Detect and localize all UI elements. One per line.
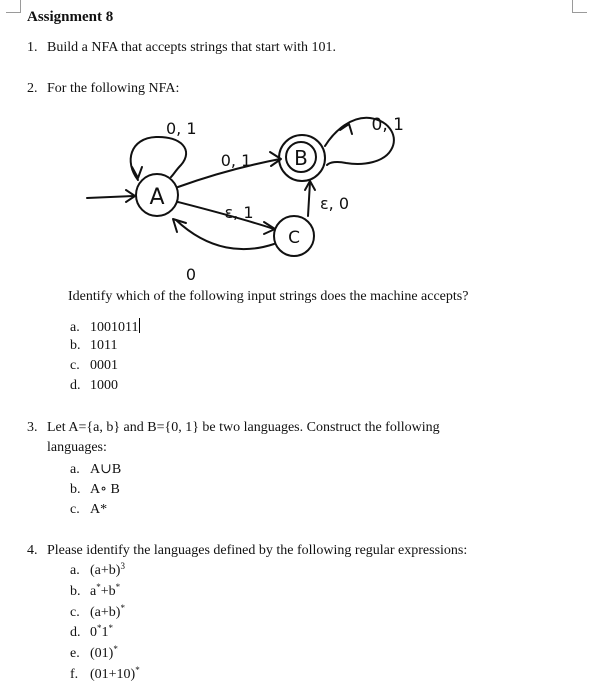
option-2d [70, 378, 118, 394]
option-2b [70, 338, 117, 354]
regex-part: +b [100, 584, 116, 599]
option-text: 1001011 [90, 320, 139, 335]
text-cursor [139, 318, 140, 333]
question-text: Build a NFA that accepts strings that start with 101. [47, 40, 337, 55]
option-letter: b. [70, 338, 81, 353]
regex-exponent: * [108, 623, 113, 633]
b-self-loop-head [340, 124, 352, 134]
page-corner-mark [6, 0, 21, 13]
option-text: A∪B [90, 462, 122, 477]
option-letter: c. [70, 605, 80, 620]
option-3b [70, 481, 120, 498]
option-text: A* [90, 502, 108, 517]
state-b-label: B [294, 146, 308, 170]
regex-part: 1 [101, 625, 109, 640]
option-letter: a. [70, 320, 80, 335]
question-4 [27, 543, 467, 559]
option-4f [70, 667, 140, 683]
option-text: 0001 [90, 358, 118, 373]
option-4b [70, 584, 120, 600]
question-number: 3. [27, 420, 38, 435]
regex-base: (01+10) [90, 667, 136, 682]
option-text: 1000 [90, 378, 118, 393]
regex-exponent: * [113, 644, 118, 654]
option-letter: b. [70, 584, 81, 599]
option-letter: e. [70, 646, 80, 661]
option-4d [70, 625, 113, 641]
option-4a [70, 563, 125, 579]
c-to-a-label: 0 [185, 265, 197, 283]
c-to-b-label: ε, 0 [320, 194, 349, 213]
question-number: 1. [27, 40, 38, 55]
question-text: Please identify the languages defined by the following regular expressions: [47, 543, 468, 558]
regex-part: a [90, 584, 97, 599]
regex-base: (a+b) [90, 605, 121, 620]
regex-exponent: * [120, 603, 125, 613]
option-letter: b. [70, 482, 81, 497]
regex-base: (01) [90, 646, 114, 661]
a-to-c-label: ε, 1 [224, 203, 254, 222]
c-to-b-edge [308, 182, 310, 216]
a-to-b-label: 0, 1 [220, 151, 252, 170]
option-letter: d. [70, 625, 81, 640]
state-a-label: A [149, 185, 165, 210]
option-letter: a. [70, 563, 80, 578]
question-2-prompt: Identify which of the following input strings does the machine accepts? [68, 289, 469, 304]
option-3c [70, 502, 107, 518]
option-text: 1011 [90, 338, 118, 353]
page-corner-mark [572, 0, 587, 13]
option-4c [70, 605, 125, 621]
option-2a [70, 318, 140, 336]
option-2c [70, 358, 118, 374]
assignment-title: Assignment 8 [27, 9, 114, 25]
option-3a [70, 461, 121, 478]
option-letter: c. [70, 502, 80, 517]
regex-exponent: * [115, 582, 121, 592]
regex-base: (a+b) [90, 563, 121, 578]
regex-part: 0 [90, 625, 97, 640]
regex-exponent: * [135, 665, 140, 675]
question-3 [27, 420, 440, 436]
option-text: A∘ B [90, 482, 120, 497]
question-text: Let A={a, b} and B={0, 1} be two languages. Construct the following [47, 420, 440, 435]
a-loop-label: 0, 1 [166, 119, 197, 138]
regex-exponent: * [97, 623, 102, 633]
option-4e [70, 646, 118, 662]
option-letter: a. [70, 462, 80, 477]
question-number: 2. [27, 81, 38, 96]
question-1 [27, 40, 336, 56]
option-letter: d. [70, 378, 81, 393]
question-3-continuation: languages: [47, 440, 107, 455]
regex-exponent: * [96, 582, 101, 592]
c-to-a-head [173, 219, 186, 232]
question-text: For the following NFA: [47, 81, 180, 96]
option-letter: c. [70, 358, 80, 373]
b-loop-label: 0, 1 [371, 115, 404, 135]
regex-exponent: 3 [120, 561, 125, 571]
question-number: 4. [27, 543, 38, 558]
option-letter: f. [70, 667, 79, 682]
nfa-diagram [84, 108, 404, 283]
start-arrow [87, 196, 134, 198]
question-2 [27, 81, 179, 97]
state-c-label: C [288, 228, 300, 248]
